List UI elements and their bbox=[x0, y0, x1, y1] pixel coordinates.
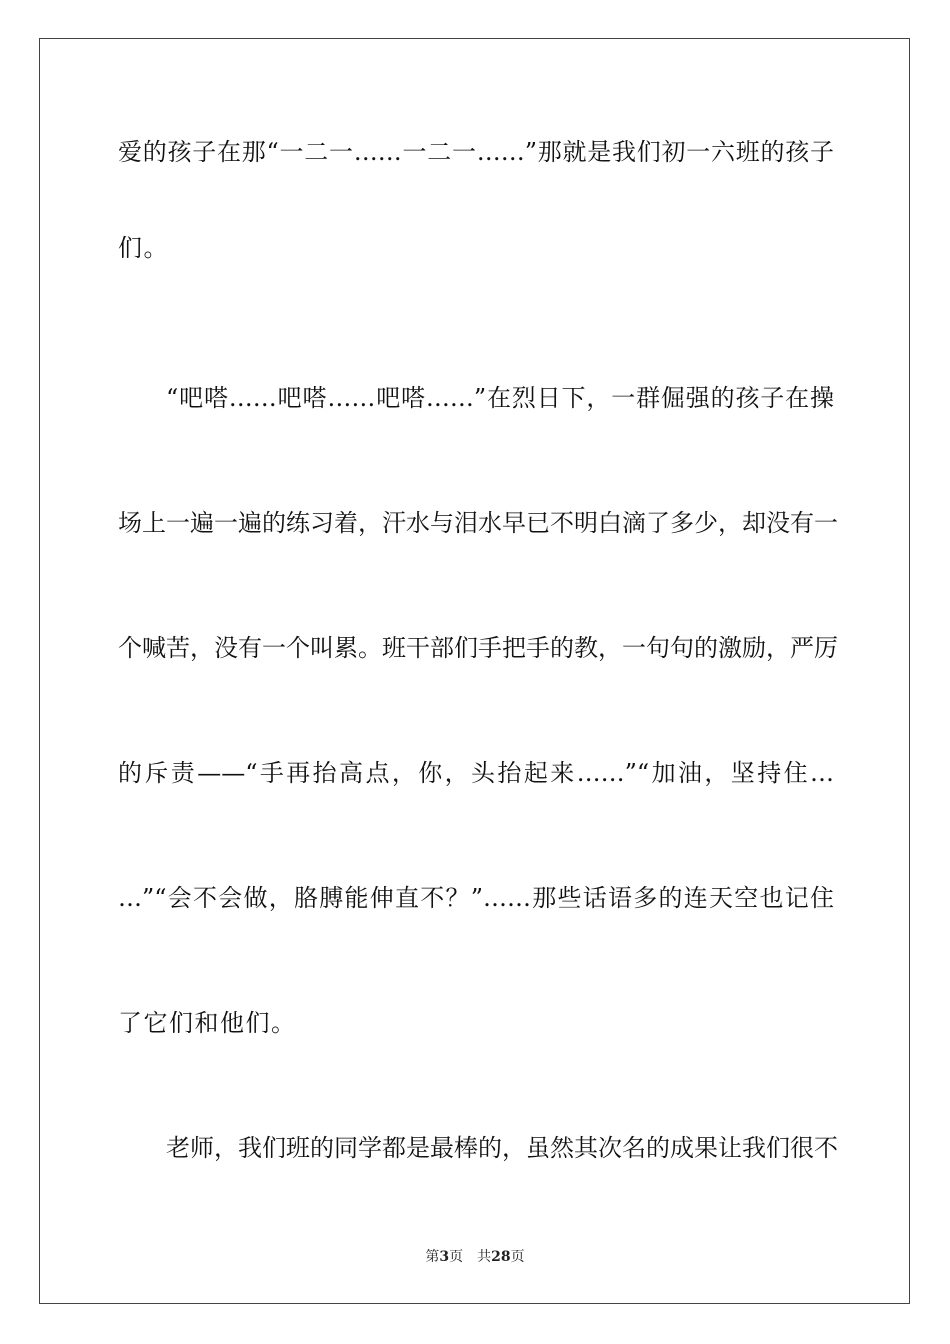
text-line-7: …”“会不会做，胳膊能伸直不？”……那些话语多的连天空也记住 bbox=[118, 884, 834, 912]
text-line-3: “吧嗒……吧嗒……吧嗒……”在烈日下，一群倔强的孩子在操 bbox=[166, 384, 834, 412]
text-line-6: 的斥责——“手再抬高点，你，头抬起来……”“加油，坚持住… bbox=[118, 759, 834, 787]
page-prefix: 第 bbox=[425, 1249, 440, 1265]
page-border bbox=[39, 38, 910, 1304]
total-pages: 28 bbox=[491, 1249, 511, 1265]
text-line-8: 了它们和他们。 bbox=[118, 1009, 297, 1037]
text-line-9: 老师，我们班的同学都是最棒的，虽然其次名的成果让我们很不 bbox=[166, 1134, 838, 1162]
text-line-5: 个喊苦，没有一个叫累。班干部们手把手的教，一句句的激励，严厉 bbox=[118, 634, 838, 662]
text-line-2: 们。 bbox=[118, 234, 169, 262]
page-number: 3 bbox=[439, 1249, 450, 1265]
total-prefix: 共 bbox=[477, 1249, 492, 1265]
text-line-1: 爱的孩子在那“一二一……一二一……”那就是我们初一六班的孩子 bbox=[118, 138, 834, 166]
page-footer bbox=[0, 1248, 950, 1266]
text-line-4: 场上一遍一遍的练习着，汗水与泪水早已不明白滴了多少，却没有一 bbox=[118, 509, 838, 537]
total-suffix: 页 bbox=[510, 1249, 525, 1265]
page-suffix: 页 bbox=[449, 1249, 464, 1265]
